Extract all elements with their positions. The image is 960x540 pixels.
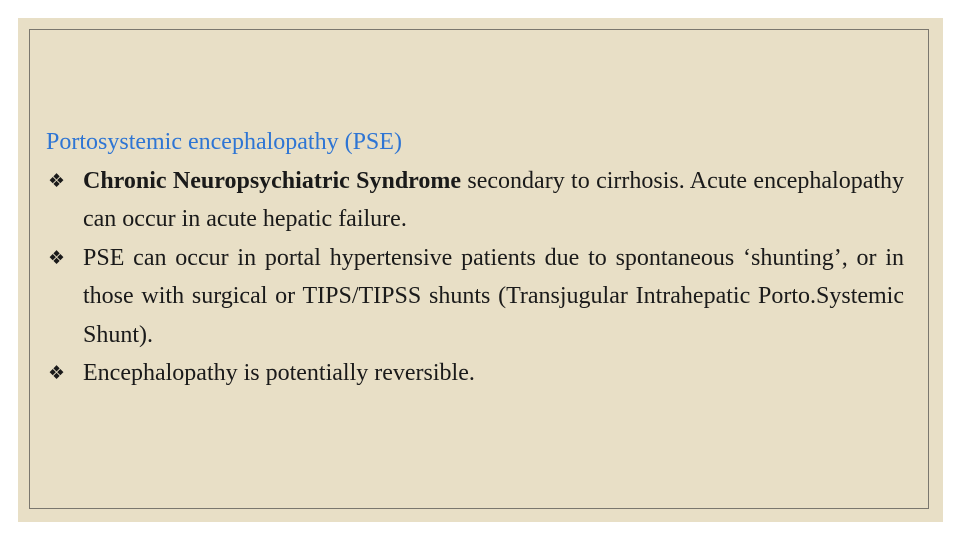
slide — [18, 18, 943, 522]
slide-heading: Portosystemic encephalopathy (PSE) — [46, 129, 402, 155]
bullet-item — [46, 162, 904, 239]
diamond-bullet-icon: ❖ — [48, 169, 66, 192]
bullet-item — [46, 354, 904, 393]
diamond-bullet-icon: ❖ — [48, 246, 66, 269]
bullet-item — [46, 239, 904, 355]
bullet-text: secondary to cirrhosis. Acute encephalopathy can occur in acute hepatic failure. — [83, 167, 905, 232]
bullet-text: Encephalopathy is potentially reversible. — [83, 360, 475, 386]
bullet-bold-text: Chronic Neuropsychiatric Syndrome — [83, 167, 462, 194]
bullet-text: PSE can occur in portal hypertensive patients due to spontaneous ‘shunting’, or in those with surgical or TIPS/TIPSS shunts (Transjugular Intrahepatic Porto.Systemic Shunt). — [83, 244, 904, 348]
diamond-bullet-icon: ❖ — [48, 362, 66, 384]
slide-content — [46, 123, 904, 393]
